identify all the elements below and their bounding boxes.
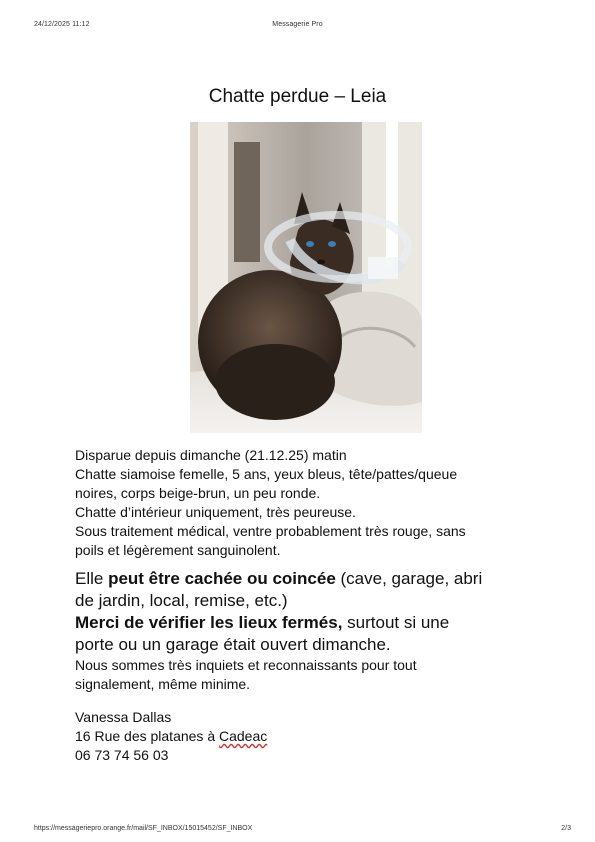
notice-body xyxy=(75,446,555,765)
contact-address-street: 16 Rue des platanes à xyxy=(75,728,219,744)
worry-line: Nous sommes très inquiets et reconnaissants pour tout xyxy=(75,657,417,673)
check-request-line2: porte ou un garage était ouvert dimanche. xyxy=(75,635,391,654)
check-request-line xyxy=(75,612,555,634)
print-app-name: Messagerie Pro xyxy=(272,21,323,28)
contact-name: Vanessa Dallas xyxy=(75,709,172,725)
check-request-emphasis: Merci de vérifier les lieux fermés, xyxy=(75,613,343,632)
check-request-rest: surtout si une xyxy=(342,613,450,632)
contact-address xyxy=(75,727,555,746)
cat-photo xyxy=(190,122,422,433)
description xyxy=(75,446,555,560)
contact-address-town: Cadeac xyxy=(219,728,268,744)
description-line: Chatte siamoise femelle, 5 ans, yeux bleus, tête/pattes/queue xyxy=(75,466,458,482)
description-line: noires, corps beige-brun, un peu ronde. xyxy=(75,485,321,501)
worry-message xyxy=(75,656,555,694)
hide-notice-rest: (cave, garage, abri xyxy=(335,569,483,588)
siamese-cat-photo-icon xyxy=(190,122,422,433)
print-datetime: 24/12/2025 11:12 xyxy=(34,21,90,28)
description-line: Disparue depuis dimanche (21.12.25) matin xyxy=(75,447,347,463)
contact-block xyxy=(75,708,555,765)
hide-notice-line xyxy=(75,568,555,590)
print-url: https://messageriepro.orange.fr/mail/SF_INBOX/15015452/SF_INBOX xyxy=(34,825,253,832)
description-line: Chatte d’intérieur uniquement, très peureuse. xyxy=(75,504,356,520)
description-line: poils et légèrement sanguinolent. xyxy=(75,542,281,558)
hide-notice-emphasis: peut être cachée ou coincée xyxy=(108,569,336,588)
page-title: Chatte perdue – Leia xyxy=(208,86,387,107)
hide-notice-lead: Elle xyxy=(75,569,109,588)
contact-phone: 06 73 74 56 03 xyxy=(75,747,169,763)
hide-notice-line2: de jardin, local, remise, etc.) xyxy=(75,591,288,610)
hide-notice xyxy=(75,568,555,656)
worry-line: signalement, même minime. xyxy=(75,676,251,692)
page-number: 2/3 xyxy=(561,825,571,832)
description-line: Sous traitement médical, ventre probablement très rouge, sans xyxy=(75,523,466,539)
